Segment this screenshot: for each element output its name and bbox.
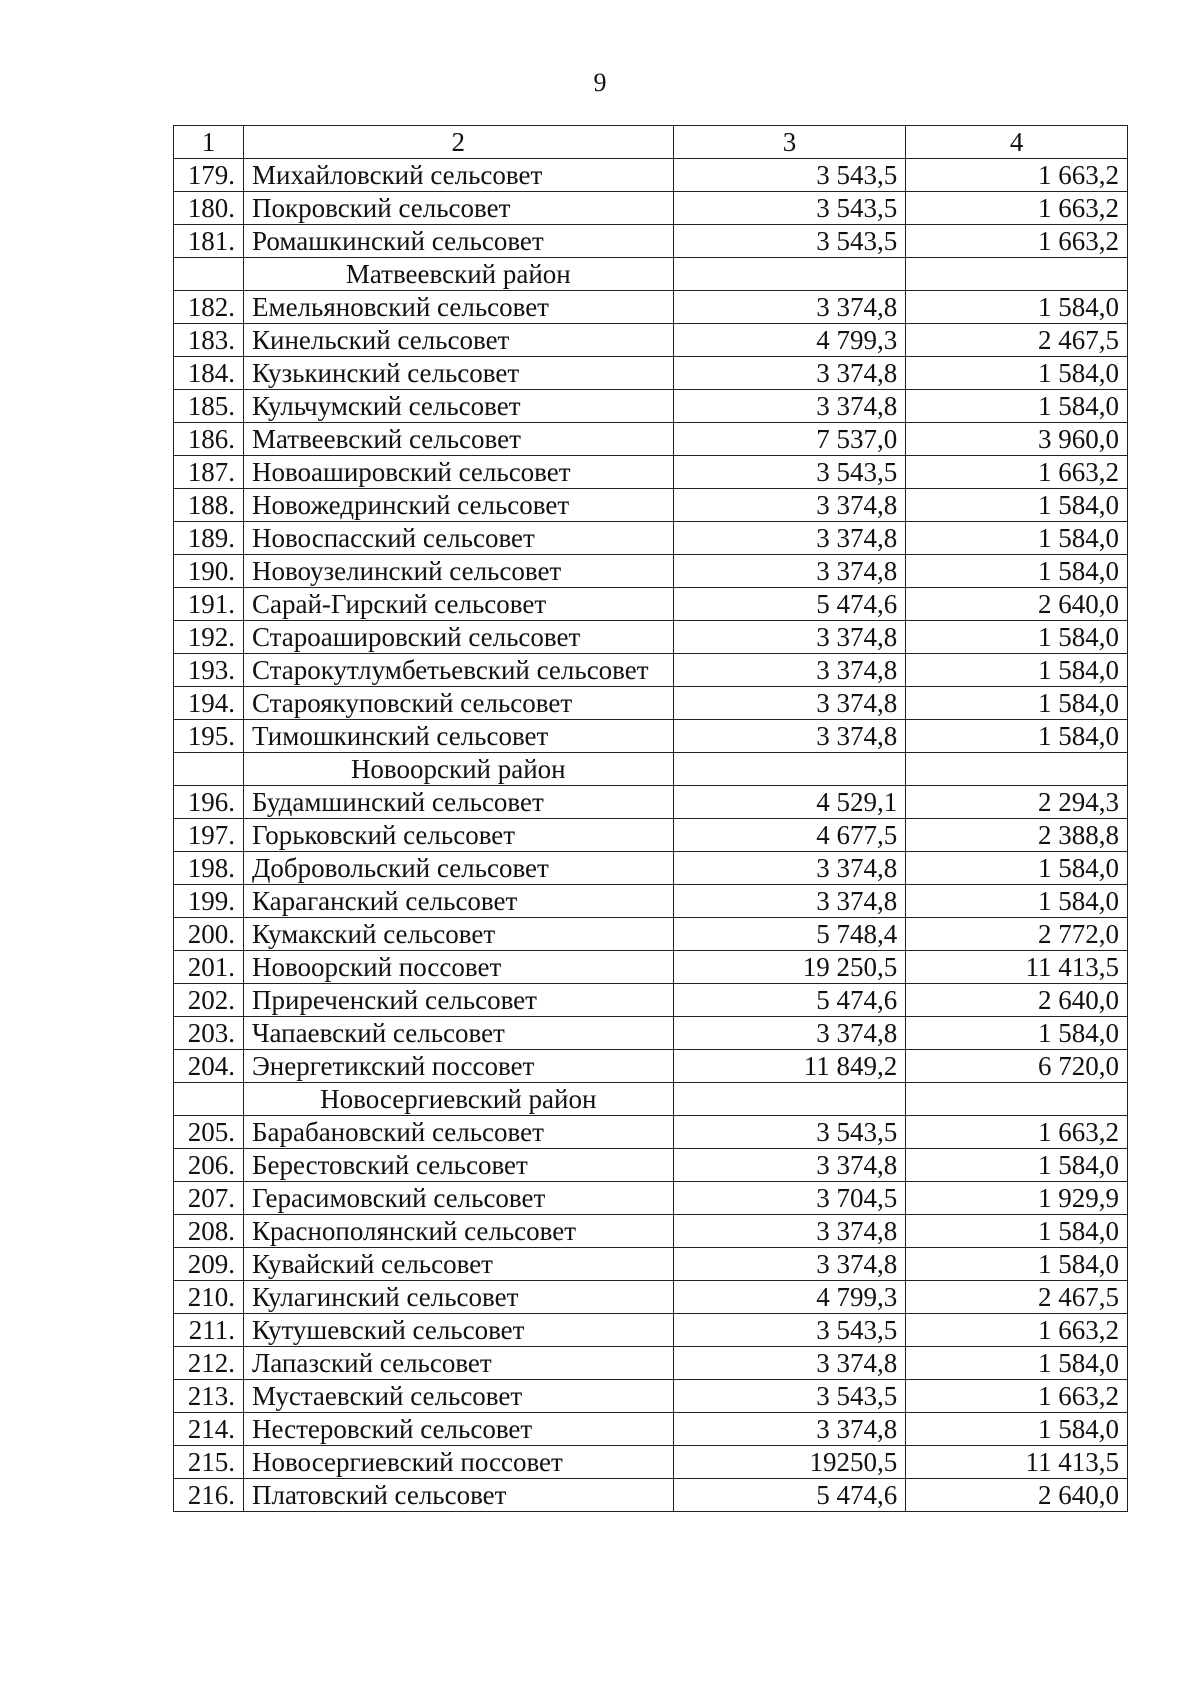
value-col-4: 2 640,0 xyxy=(906,588,1128,621)
municipality-name: Краснополянский сельсовет xyxy=(243,1215,673,1248)
row-number: 192. xyxy=(174,621,244,654)
municipality-name: Барабановский сельсовет xyxy=(243,1116,673,1149)
value-col-4: 1 584,0 xyxy=(906,1347,1128,1380)
municipality-name: Кузькинский сельсовет xyxy=(243,357,673,390)
value-col-3: 3 374,8 xyxy=(673,291,906,324)
table-row xyxy=(174,1314,1128,1347)
header-col-2: 2 xyxy=(243,126,673,159)
row-number: 185. xyxy=(174,390,244,423)
value-col-4: 1 584,0 xyxy=(906,291,1128,324)
row-number: 204. xyxy=(174,1050,244,1083)
district-name: Новосергиевский район xyxy=(243,1083,673,1116)
municipality-name: Матвеевский сельсовет xyxy=(243,423,673,456)
table-row xyxy=(174,1050,1128,1083)
value-col-4: 1 584,0 xyxy=(906,720,1128,753)
value-col-3: 5 474,6 xyxy=(673,1479,906,1512)
value-col-4: 2 467,5 xyxy=(906,324,1128,357)
district-name: Новоорский район xyxy=(243,753,673,786)
municipality-name: Добровольский сельсовет xyxy=(243,852,673,885)
row-number: 187. xyxy=(174,456,244,489)
table-row xyxy=(174,1149,1128,1182)
value-col-4 xyxy=(906,1083,1128,1116)
row-number-cell xyxy=(174,1083,244,1116)
district-name: Матвеевский район xyxy=(243,258,673,291)
value-col-3: 3 374,8 xyxy=(673,852,906,885)
table-row xyxy=(174,357,1128,390)
value-col-3: 3 704,5 xyxy=(673,1182,906,1215)
value-col-4: 1 584,0 xyxy=(906,1017,1128,1050)
value-col-4 xyxy=(906,753,1128,786)
row-number: 198. xyxy=(174,852,244,885)
value-col-3: 4 799,3 xyxy=(673,324,906,357)
row-number: 189. xyxy=(174,522,244,555)
table-row xyxy=(174,1215,1128,1248)
value-col-4: 1 584,0 xyxy=(906,555,1128,588)
row-number: 190. xyxy=(174,555,244,588)
page-number: 9 xyxy=(593,68,607,97)
municipality-name: Чапаевский сельсовет xyxy=(243,1017,673,1050)
value-col-4: 1 584,0 xyxy=(906,654,1128,687)
row-number: 205. xyxy=(174,1116,244,1149)
value-col-4: 3 960,0 xyxy=(906,423,1128,456)
value-col-3: 3 543,5 xyxy=(673,192,906,225)
municipality-name: Михайловский сельсовет xyxy=(243,159,673,192)
value-col-4: 1 584,0 xyxy=(906,1413,1128,1446)
table-row xyxy=(174,951,1128,984)
municipality-name: Староякуповский сельсовет xyxy=(243,687,673,720)
municipality-name: Новожедринский сельсовет xyxy=(243,489,673,522)
value-col-4: 1 663,2 xyxy=(906,192,1128,225)
row-number: 199. xyxy=(174,885,244,918)
row-number: 179. xyxy=(174,159,244,192)
value-col-4: 1 584,0 xyxy=(906,390,1128,423)
value-col-4: 1 584,0 xyxy=(906,852,1128,885)
municipality-name: Старокутлумбетьевский сельсовет xyxy=(243,654,673,687)
table-row xyxy=(174,423,1128,456)
value-col-4: 1 663,2 xyxy=(906,1380,1128,1413)
table-row xyxy=(174,588,1128,621)
table-row xyxy=(174,1182,1128,1215)
table-row xyxy=(174,720,1128,753)
value-col-3: 3 374,8 xyxy=(673,1215,906,1248)
value-col-3: 3 374,8 xyxy=(673,1248,906,1281)
table-row xyxy=(174,918,1128,951)
municipality-name: Кинельский сельсовет xyxy=(243,324,673,357)
municipality-name: Приреченский сельсовет xyxy=(243,984,673,1017)
value-col-4: 1 584,0 xyxy=(906,1248,1128,1281)
table-row xyxy=(174,687,1128,720)
value-col-3: 4 529,1 xyxy=(673,786,906,819)
value-col-3: 3 374,8 xyxy=(673,720,906,753)
row-number-cell xyxy=(174,258,244,291)
district-header-row xyxy=(174,1083,1128,1116)
row-number: 197. xyxy=(174,819,244,852)
row-number: 208. xyxy=(174,1215,244,1248)
value-col-4: 2 294,3 xyxy=(906,786,1128,819)
value-col-4: 1 663,2 xyxy=(906,225,1128,258)
allocation-table xyxy=(173,125,1128,1512)
row-number: 194. xyxy=(174,687,244,720)
value-col-3: 3 374,8 xyxy=(673,621,906,654)
municipality-name: Новоузелинский сельсовет xyxy=(243,555,673,588)
value-col-3: 3 374,8 xyxy=(673,489,906,522)
municipality-name: Сарай-Гирский сельсовет xyxy=(243,588,673,621)
table-row xyxy=(174,1116,1128,1149)
municipality-name: Будамшинский сельсовет xyxy=(243,786,673,819)
table-row xyxy=(174,1017,1128,1050)
municipality-name: Староашировский сельсовет xyxy=(243,621,673,654)
header-col-3: 3 xyxy=(673,126,906,159)
table-row xyxy=(174,225,1128,258)
district-header-row xyxy=(174,753,1128,786)
value-col-3: 3 374,8 xyxy=(673,522,906,555)
value-col-4: 11 413,5 xyxy=(906,951,1128,984)
table-row xyxy=(174,621,1128,654)
row-number: 195. xyxy=(174,720,244,753)
municipality-name: Тимошкинский сельсовет xyxy=(243,720,673,753)
table-row xyxy=(174,291,1128,324)
value-col-3: 3 374,8 xyxy=(673,555,906,588)
value-col-3: 11 849,2 xyxy=(673,1050,906,1083)
table-row xyxy=(174,786,1128,819)
table-row xyxy=(174,1479,1128,1512)
table-row xyxy=(174,390,1128,423)
value-col-3: 3 374,8 xyxy=(673,687,906,720)
value-col-3: 3 374,8 xyxy=(673,1413,906,1446)
value-col-3: 3 374,8 xyxy=(673,390,906,423)
row-number: 186. xyxy=(174,423,244,456)
table-row xyxy=(174,555,1128,588)
table-row xyxy=(174,324,1128,357)
value-col-3: 3 543,5 xyxy=(673,1116,906,1149)
value-col-4: 1 663,2 xyxy=(906,1314,1128,1347)
row-number: 211. xyxy=(174,1314,244,1347)
value-col-4: 2 640,0 xyxy=(906,984,1128,1017)
row-number: 180. xyxy=(174,192,244,225)
value-col-4: 11 413,5 xyxy=(906,1446,1128,1479)
municipality-name: Кутушевский сельсовет xyxy=(243,1314,673,1347)
municipality-name: Кувайский сельсовет xyxy=(243,1248,673,1281)
value-col-3: 3 374,8 xyxy=(673,1017,906,1050)
table-row xyxy=(174,1446,1128,1479)
value-col-4: 6 720,0 xyxy=(906,1050,1128,1083)
value-col-4: 2 467,5 xyxy=(906,1281,1128,1314)
municipality-name: Энергетикский поссовет xyxy=(243,1050,673,1083)
value-col-4: 1 663,2 xyxy=(906,1116,1128,1149)
value-col-4: 1 584,0 xyxy=(906,621,1128,654)
table-row xyxy=(174,1248,1128,1281)
municipality-name: Кумакский сельсовет xyxy=(243,918,673,951)
municipality-name: Горьковский сельсовет xyxy=(243,819,673,852)
value-col-4: 1 584,0 xyxy=(906,357,1128,390)
row-number: 210. xyxy=(174,1281,244,1314)
table-row xyxy=(174,885,1128,918)
row-number: 203. xyxy=(174,1017,244,1050)
value-col-4 xyxy=(906,258,1128,291)
table-row xyxy=(174,1413,1128,1446)
row-number: 196. xyxy=(174,786,244,819)
row-number: 184. xyxy=(174,357,244,390)
row-number: 201. xyxy=(174,951,244,984)
value-col-3: 7 537,0 xyxy=(673,423,906,456)
value-col-3: 3 374,8 xyxy=(673,357,906,390)
table-row xyxy=(174,1281,1128,1314)
value-col-4: 1 584,0 xyxy=(906,489,1128,522)
row-number: 216. xyxy=(174,1479,244,1512)
value-col-3: 19250,5 xyxy=(673,1446,906,1479)
municipality-name: Ромашкинский сельсовет xyxy=(243,225,673,258)
municipality-name: Новоспасский сельсовет xyxy=(243,522,673,555)
row-number: 209. xyxy=(174,1248,244,1281)
value-col-3: 19 250,5 xyxy=(673,951,906,984)
row-number: 214. xyxy=(174,1413,244,1446)
value-col-3: 4 677,5 xyxy=(673,819,906,852)
value-col-4: 2 640,0 xyxy=(906,1479,1128,1512)
row-number: 188. xyxy=(174,489,244,522)
value-col-3: 5 474,6 xyxy=(673,984,906,1017)
municipality-name: Берестовский сельсовет xyxy=(243,1149,673,1182)
value-col-4: 1 584,0 xyxy=(906,522,1128,555)
value-col-3 xyxy=(673,258,906,291)
municipality-name: Покровский сельсовет xyxy=(243,192,673,225)
table-row xyxy=(174,654,1128,687)
value-col-4: 1 584,0 xyxy=(906,1149,1128,1182)
header-row xyxy=(174,126,1128,159)
value-col-4: 1 929,9 xyxy=(906,1182,1128,1215)
municipality-name: Кульчумский сельсовет xyxy=(243,390,673,423)
row-number: 206. xyxy=(174,1149,244,1182)
district-header-row xyxy=(174,258,1128,291)
row-number-cell xyxy=(174,753,244,786)
row-number: 200. xyxy=(174,918,244,951)
value-col-3: 3 374,8 xyxy=(673,1347,906,1380)
value-col-3: 4 799,3 xyxy=(673,1281,906,1314)
table-row xyxy=(174,192,1128,225)
row-number: 193. xyxy=(174,654,244,687)
municipality-name: Платовский сельсовет xyxy=(243,1479,673,1512)
table-body xyxy=(174,159,1128,1512)
municipality-name: Лапазский сельсовет xyxy=(243,1347,673,1380)
municipality-name: Мустаевский сельсовет xyxy=(243,1380,673,1413)
value-col-3: 5 474,6 xyxy=(673,588,906,621)
row-number: 191. xyxy=(174,588,244,621)
row-number: 213. xyxy=(174,1380,244,1413)
value-col-3: 3 543,5 xyxy=(673,225,906,258)
row-number: 215. xyxy=(174,1446,244,1479)
municipality-name: Новоорский поссовет xyxy=(243,951,673,984)
value-col-3: 3 543,5 xyxy=(673,159,906,192)
value-col-4: 1 663,2 xyxy=(906,159,1128,192)
municipality-name: Герасимовский сельсовет xyxy=(243,1182,673,1215)
value-col-4: 1 584,0 xyxy=(906,1215,1128,1248)
value-col-3: 3 374,8 xyxy=(673,885,906,918)
municipality-name: Караганский сельсовет xyxy=(243,885,673,918)
table-row xyxy=(174,852,1128,885)
value-col-3: 3 543,5 xyxy=(673,1380,906,1413)
value-col-4: 1 663,2 xyxy=(906,456,1128,489)
table-row xyxy=(174,522,1128,555)
row-number: 207. xyxy=(174,1182,244,1215)
row-number: 182. xyxy=(174,291,244,324)
value-col-3 xyxy=(673,753,906,786)
table-row xyxy=(174,456,1128,489)
municipality-name: Нестеровский сельсовет xyxy=(243,1413,673,1446)
value-col-4: 1 584,0 xyxy=(906,885,1128,918)
value-col-4: 2 772,0 xyxy=(906,918,1128,951)
row-number: 181. xyxy=(174,225,244,258)
table-row xyxy=(174,489,1128,522)
municipality-name: Кулагинский сельсовет xyxy=(243,1281,673,1314)
value-col-3: 3 543,5 xyxy=(673,1314,906,1347)
municipality-name: Емельяновский сельсовет xyxy=(243,291,673,324)
municipality-name: Новоашировский сельсовет xyxy=(243,456,673,489)
row-number: 212. xyxy=(174,1347,244,1380)
table-row xyxy=(174,1380,1128,1413)
row-number: 183. xyxy=(174,324,244,357)
table-row xyxy=(174,984,1128,1017)
value-col-3: 3 374,8 xyxy=(673,654,906,687)
header-col-1: 1 xyxy=(174,126,244,159)
row-number: 202. xyxy=(174,984,244,1017)
municipality-name: Новосергиевский поссовет xyxy=(243,1446,673,1479)
value-col-4: 2 388,8 xyxy=(906,819,1128,852)
table-row xyxy=(174,819,1128,852)
value-col-3: 3 374,8 xyxy=(673,1149,906,1182)
value-col-4: 1 584,0 xyxy=(906,687,1128,720)
value-col-3: 3 543,5 xyxy=(673,456,906,489)
table-row xyxy=(174,159,1128,192)
header-col-4: 4 xyxy=(906,126,1128,159)
value-col-3: 5 748,4 xyxy=(673,918,906,951)
value-col-3 xyxy=(673,1083,906,1116)
table-row xyxy=(174,1347,1128,1380)
